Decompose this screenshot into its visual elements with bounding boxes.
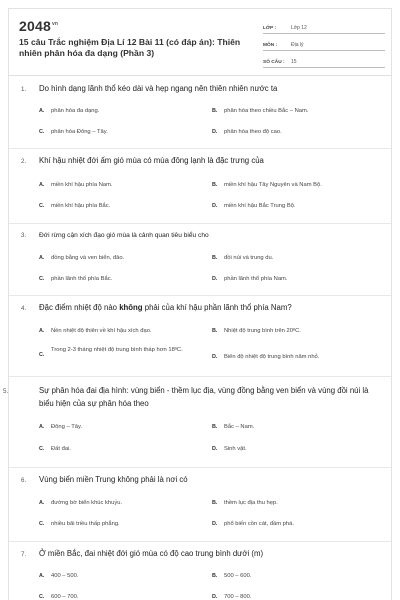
option-text: miền khí hậu phía Bắc. [51, 203, 111, 209]
option-text: miền khí hậu Tây Nguyên và Nam Bộ. [224, 182, 322, 188]
option-d[interactable] [212, 445, 247, 454]
option-letter: A. [39, 108, 45, 114]
question-body-start: Đặc điểm nhiệt độ nào [39, 303, 120, 312]
question-number: 3. [21, 232, 27, 239]
option-text: Nền nhiệt độ thiên về khí hậu xích đạo. [51, 328, 152, 334]
question-body: Khí hậu nhiệt đới ấm gió mùa có mùa đông lạnh là đặc trưng của [39, 156, 264, 165]
option-letter: A. [39, 500, 45, 506]
option-text: đường bờ biển khúc khuỷu. [51, 500, 123, 506]
option-letter: A. [39, 328, 45, 334]
question-body: Sự phân hóa đai địa hình: vùng biển - thềm lục địa, vùng đồng bằng ven biển và vùng đồi núi là biểu hiện của sự phân hóa theo [39, 386, 369, 408]
option-d[interactable] [212, 520, 294, 529]
option-letter: D. [212, 129, 218, 135]
option-d[interactable] [212, 202, 296, 211]
question-text [21, 302, 381, 315]
option-text: phổ biến cồn cát, đầm phá. [224, 521, 294, 527]
option-c[interactable] [39, 202, 110, 211]
option-c[interactable] [39, 275, 112, 284]
option-a[interactable] [39, 327, 152, 336]
option-text: thềm lục địa thu hẹp. [224, 500, 278, 506]
option-d[interactable] [212, 593, 251, 600]
option-letter: A. [39, 573, 45, 579]
option-text: Sinh vật. [224, 446, 247, 452]
question-body: Ở miền Bắc, đai nhiệt đới gió mùa có độ cao trung bình dưới (m) [39, 549, 264, 558]
option-letter: A. [39, 424, 45, 430]
meta-value: Địa lý [291, 42, 304, 48]
option-letter: B. [212, 108, 218, 114]
option-letter: D. [212, 354, 218, 360]
option-c[interactable] [39, 593, 78, 600]
question-text [21, 155, 381, 168]
option-letter: C. [39, 129, 45, 135]
question-text [21, 83, 381, 96]
meta-value: 15 [291, 59, 297, 65]
option-letter: C. [39, 203, 45, 209]
question-divider [9, 376, 391, 377]
option-letter: B. [212, 182, 218, 188]
question-text [21, 230, 381, 242]
option-letter: D. [212, 203, 218, 209]
question-keyword: không [119, 303, 143, 312]
meta-label: SỐ CÂU : [263, 60, 285, 65]
option-text: 700 – 800. [224, 594, 252, 600]
option-letter: B. [212, 573, 218, 579]
option-d[interactable] [212, 128, 282, 137]
meta-row-subject [263, 36, 385, 51]
option-text: Đất đai. [51, 446, 71, 452]
option-a[interactable] [39, 107, 99, 116]
meta-label: MÔN : [263, 43, 278, 48]
option-letter: C. [39, 521, 45, 527]
option-a[interactable] [39, 572, 78, 581]
option-letter: C. [39, 594, 45, 600]
logo-suffix: vn [51, 21, 59, 28]
option-letter: B. [212, 424, 218, 430]
option-text: 600 – 700. [51, 594, 79, 600]
worksheet-page [3, 8, 392, 600]
worksheet-header [9, 9, 393, 71]
option-a[interactable] [39, 254, 124, 263]
option-text: Bắc – Nam. [224, 424, 255, 430]
option-a[interactable] [39, 423, 82, 432]
option-letter: C. [39, 352, 45, 358]
question-divider [9, 467, 391, 468]
option-text: phân hóa Đông – Tây. [51, 129, 108, 135]
option-text: Trong 2-3 tháng nhiệt độ trung bình tháp hơn 18ºC. [51, 347, 183, 353]
option-text: đồng bằng và ven biển, đảo. [51, 255, 125, 261]
option-text: phân hóa theo chiều Bắc – Nam. [224, 108, 309, 114]
option-text: nhiều bãi triều thấp phẳng. [51, 521, 120, 527]
option-letter: B. [212, 500, 218, 506]
question-text [3, 385, 381, 410]
option-text: phân hóa đa dạng. [51, 108, 100, 114]
header-divider [9, 75, 391, 76]
option-letter: A. [39, 182, 45, 188]
option-letter: D. [212, 276, 218, 282]
site-logo[interactable] [19, 18, 58, 34]
option-letter: C. [39, 446, 45, 452]
question-number: 7. [21, 551, 27, 558]
option-b[interactable] [212, 423, 254, 432]
question-body: Vùng biển miền Trung không phải là nơi có [39, 475, 188, 484]
option-d[interactable] [212, 275, 288, 284]
question-body: Đới rừng cận xích đạo gió mùa là cảnh quan tiêu biểu cho [39, 232, 209, 239]
option-text: 400 – 500. [51, 573, 79, 579]
option-text: miền khí hậu Bắc Trung Bộ. [224, 203, 296, 209]
logo-text: 2048 [19, 18, 51, 34]
question-divider [9, 295, 391, 296]
option-letter: A. [39, 255, 45, 261]
option-a[interactable] [39, 499, 122, 508]
question-number: 1. [21, 86, 27, 93]
option-letter: B. [212, 328, 218, 334]
meta-label: LỚP : [263, 26, 277, 31]
option-b[interactable] [212, 254, 273, 263]
question-divider [9, 541, 391, 542]
question-number: 2. [21, 158, 27, 165]
option-letter: D. [212, 521, 218, 527]
option-text: Nhiệt độ trung bình trên 20ºC. [224, 328, 301, 334]
question-text [21, 474, 381, 487]
question-divider [9, 223, 391, 224]
option-text: Biên độ nhiệt độ trung bình năm nhỏ. [224, 354, 320, 360]
meta-value: Lớp 12 [291, 25, 307, 31]
question-divider [9, 148, 391, 149]
meta-info [263, 19, 385, 70]
option-b[interactable] [212, 572, 251, 581]
question-number: 6. [21, 477, 27, 484]
meta-row-class [263, 19, 385, 34]
question-body-end: phải của khí hậu phần lãnh thổ phía Nam? [142, 303, 292, 312]
option-letter: C. [39, 276, 45, 282]
option-b[interactable] [212, 107, 308, 116]
option-text: phần lãnh thổ phía Bắc. [51, 276, 113, 282]
option-letter: D. [212, 594, 218, 600]
option-d[interactable] [212, 353, 319, 362]
option-b[interactable] [212, 181, 322, 190]
option-letter: B. [212, 255, 218, 261]
option-text: phân hóa theo độ cao. [224, 129, 282, 135]
option-c[interactable] [39, 520, 120, 529]
option-text: 500 – 600. [224, 573, 252, 579]
document-title: 15 câu Trắc nghiệm Địa Lí 12 Bài 11 (có đáp án): Thiên nhiên phân hóa đa dạng (Phần 3) [19, 37, 241, 58]
question-text [21, 548, 381, 561]
option-b[interactable] [212, 327, 301, 336]
question-number: 5. [3, 388, 9, 395]
question-number: 4. [21, 305, 27, 312]
option-text: đồi núi và trung du. [224, 255, 274, 261]
meta-row-count [263, 53, 385, 68]
option-letter: D. [212, 446, 218, 452]
option-c[interactable] [39, 346, 199, 368]
option-a[interactable] [39, 181, 113, 190]
question-body: Do hình dạng lãnh thổ kéo dài và hẹp ngang nên thiên nhiên nước ta [39, 84, 278, 93]
option-text: Đông – Tây. [51, 424, 83, 430]
option-c[interactable] [39, 445, 71, 454]
option-b[interactable] [212, 499, 278, 508]
option-text: miền khí hậu phía Nam. [51, 182, 113, 188]
option-c[interactable] [39, 128, 108, 137]
option-text: phần lãnh thổ phía Nam. [224, 276, 288, 282]
